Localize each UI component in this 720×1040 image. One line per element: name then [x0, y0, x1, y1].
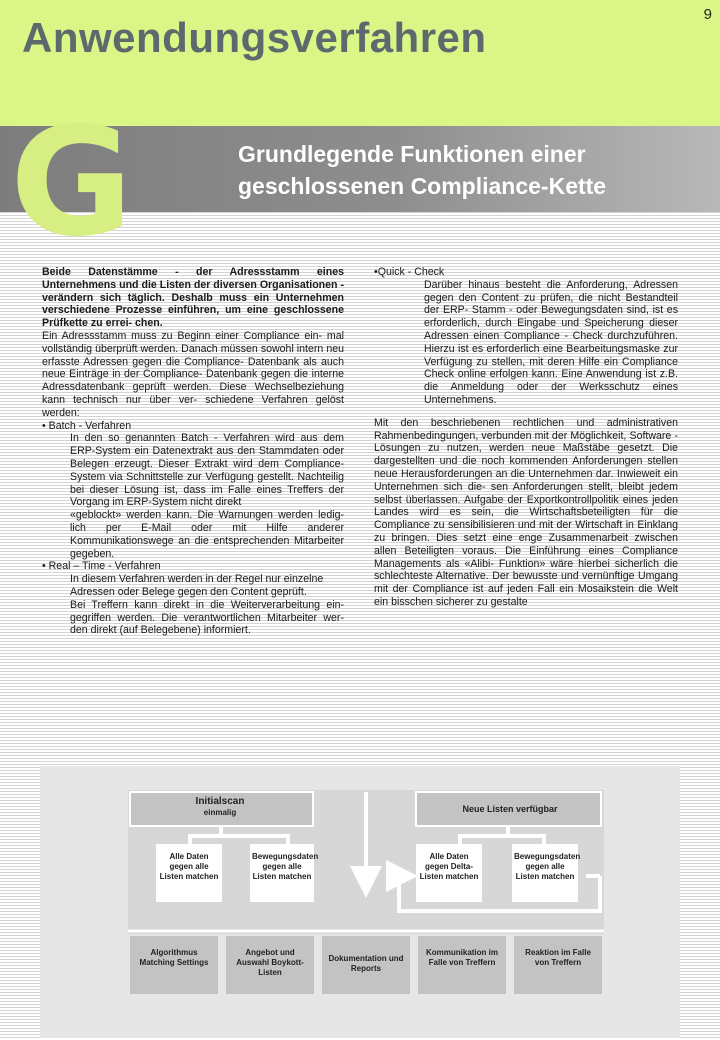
bottom-boycott-label: Angebot und Auswahl Boykott-Listen — [236, 948, 304, 977]
bottom-algorithm-label: Algorithmus Matching Settings — [139, 948, 209, 967]
bottom-reaction-label: Reaktion im Falle von Treffern — [525, 948, 591, 967]
initialscan-title: Initialscan — [195, 796, 245, 807]
new-lists-label: Neue Listen verfügbar — [462, 804, 558, 814]
box-all-data-label: Alle Daten gegen alle Listen matchen — [159, 852, 219, 881]
bottom-communication-label: Kommunikation im Falle von Treffern — [425, 948, 498, 967]
bottom-documentation-label: Dokumentation und Reports — [328, 954, 404, 973]
initialscan-subtitle: einmalig — [203, 808, 237, 817]
batch-heading: • Batch - Verfahren — [42, 419, 132, 432]
intro-bold-paragraph: Beide Datenstämme - der Adressstamm eines Unternehmens und die Listen der diversen Organisationen - verändern sich täglich. Deshalb muss ein Unternehmen verschiedene Prozesse einführen, um eine geschlossene Prüfkette zu errei- chen. — [42, 266, 344, 330]
section-letter: G — [10, 96, 134, 270]
realtime-paragraph-3: Bei Treffern kann direkt in die Weiterverarbeitung ein- gegriffen werden. Die verantwortlichen Mitarbeiter wer- den direkt (auf Belegebene) informiert. — [70, 598, 344, 637]
right-column — [374, 266, 678, 609]
batch-paragraph-1: In den so genannten Batch - Verfahren wird aus dem ERP-System ein Datenextrakt aus den Stammdaten oder Belegen erzeugt. Dieser Extrakt wird dem Compliance-System via Schnittstelle zur Verfügung gestellt. Nachteilig bei dieser Lösung ist, dass im Falle eines Treffers der Vorgang im ERP-System nicht direkt — [70, 432, 344, 509]
box-movement-data-2-label: Bewegungsdaten gegen alle Listen matchen — [514, 852, 581, 881]
realtime-heading: • Real – Time - Verfahren — [42, 560, 161, 573]
box-movement-data-label: Bewegungsdaten gegen alle Listen matchen — [252, 852, 319, 881]
realtime-paragraph-1: In diesem Verfahren werden in der Regel nur einzelne — [70, 573, 324, 586]
quick-check-heading: •Quick - Check — [374, 266, 445, 278]
page-title: Anwendungsverfahren — [22, 14, 487, 61]
intro-paragraph: Ein Adressstamm muss zu Beginn einer Compliance ein- mal vollständig überprüft werden. Danach müssen sowohl intern neu erfasste Adressen gegen die Compliance- Datenbank als auch neue Einträge in der Compliance- Datenbank gegen die interne Adressdatenbank geprüft werden. Diese Wechselbeziehung kann technisch nur über ver- schiedene Verfahren gelöst werden: — [42, 329, 344, 419]
batch-paragraph-2: «geblockt» werden kann. Die Warnungen werden ledig- lich per E-Mail oder mit Hilfe anderer Kommunikationswege an die entsprechenden Mitarbeiter gegeben. — [70, 509, 344, 560]
quick-check-paragraph: Darüber hinaus besteht die Anforderung, Adressen gegen den Content zu prüfen, die nicht Bestandteil der ERP- Stamm - oder Bewegungsdaten sind, ist es erforderlich, durch Eingabe und Speicherung dieser Adressen einen Compliance - Check durchzuführen. Hierzu ist es erforderlich eine Bearbeitungsmaske zur Verfügung zu stellen, mit deren Hilfe ein Compliance Check online erfolgen kann. Eine Anwendung ist z.B. die Anmeldung oder der Werksschutz eines Unternehmens. — [424, 278, 678, 406]
realtime-paragraph-2: Adressen oder Belege gegen den Content geprüft. — [70, 585, 307, 598]
section-subtitle: Grundlegende Funktionen einer geschlossenen Compliance-Kette — [238, 141, 607, 199]
page-number: 9 — [703, 6, 712, 23]
box-delta-lists-label: Alle Daten gegen Delta-Listen matchen — [419, 852, 479, 881]
process-diagram — [40, 766, 680, 1038]
left-column — [42, 266, 344, 637]
closing-paragraph: Mit den beschriebenen rechtlichen und administrativen Rahmenbedingungen, verbunden mit der Möglichkeit, Software - Lösungen zu nutzen, werden neue Maßstäbe gesetzt. Die dargestellten und die noch kommenden Anforderungen stellen neue Herausforderungen an die Unternehmen dar. Inwieweit ein Unternehmen sich die- sen Anforderungen stellt, bleibt jedem selbst überlassen. Aufgabe der Exportkontrollpolitik eines jeden Landes wird es sein, die Wirtschaftsbeteiligten für die Compliance zu sensibilisieren und mit der Wirtschaft in Einklang zu bringen. Dies setzt eine enge Zusammenarbeit zwischen allen Beteiligten voraus. Die Einführung eines Compliance Managements als «Alibi- Funktion» wäre hierbei sicherlich die schlechteste Alternative. Der bewusste und vernünftige Umgang mit der Compliance ist auf jeden Fall ein Mosaikstein die Welt ein bisschen sicherer zu gestalte — [374, 416, 678, 608]
